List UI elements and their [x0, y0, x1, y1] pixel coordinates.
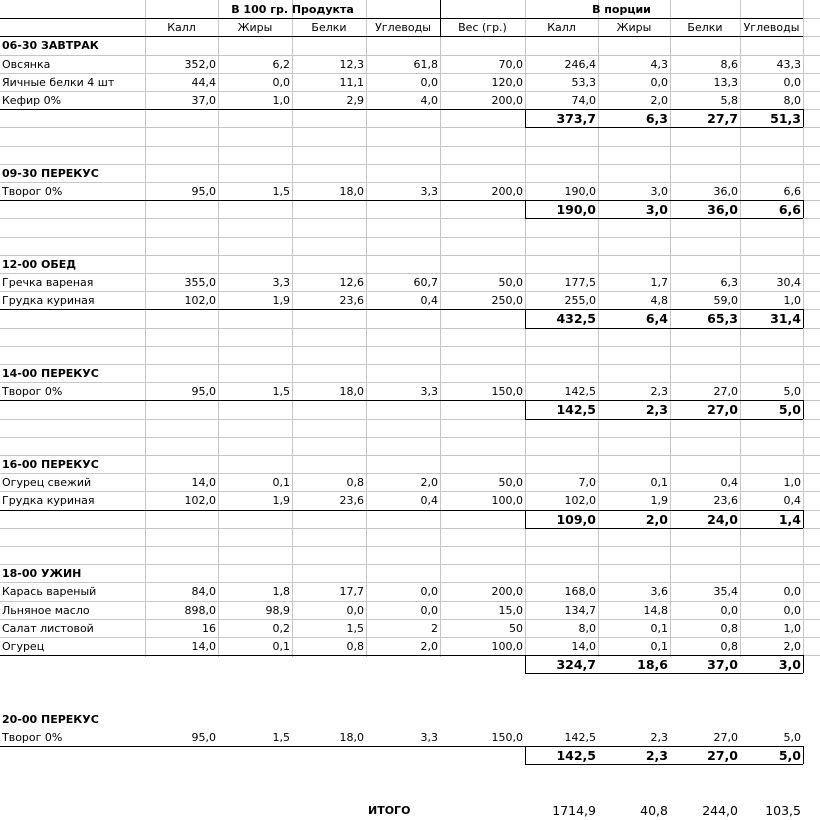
per100-value[interactable]: 1,9: [272, 494, 290, 507]
meal-total-border: [803, 746, 804, 764]
per100-value[interactable]: 23,6: [339, 494, 364, 507]
meal-total-border: [525, 328, 803, 329]
meal-total-value[interactable]: 65,3: [707, 311, 738, 326]
weight-value[interactable]: 100,0: [491, 494, 523, 507]
weight-value[interactable]: 70,0: [498, 58, 523, 71]
portion-value[interactable]: 0,0: [720, 604, 738, 617]
portion-value[interactable]: 1,0: [783, 622, 801, 635]
meal-total-value[interactable]: 2,0: [645, 512, 668, 527]
grand-total-value[interactable]: 103,5: [765, 803, 801, 818]
food-name[interactable]: Огурец: [2, 640, 45, 653]
meal-total-border: [525, 764, 803, 765]
portion-value[interactable]: 3,0: [650, 185, 668, 198]
portion-value[interactable]: 0,0: [650, 76, 668, 89]
weight-value[interactable]: 120,0: [491, 76, 523, 89]
header-per100-col[interactable]: Углеводы: [375, 21, 431, 34]
per100-value[interactable]: 355,0: [184, 276, 216, 289]
meal-total-value[interactable]: 190,0: [556, 202, 596, 217]
per100-value[interactable]: 18,0: [339, 731, 364, 744]
portion-value[interactable]: 36,0: [713, 185, 738, 198]
portion-value[interactable]: 1,9: [650, 494, 668, 507]
header-weight-col[interactable]: Вес (гр.): [458, 21, 507, 34]
meal-total-border: [803, 655, 804, 673]
portion-value[interactable]: 0,8: [720, 640, 738, 653]
per100-value[interactable]: 44,4: [191, 76, 216, 89]
portion-value[interactable]: 4,8: [650, 294, 668, 307]
per100-value[interactable]: 95,0: [191, 385, 216, 398]
per100-value[interactable]: 2: [431, 622, 438, 635]
portion-value[interactable]: 8,0: [783, 94, 801, 107]
portion-value[interactable]: 0,1: [650, 622, 668, 635]
meal-total-value[interactable]: 24,0: [707, 512, 738, 527]
portion-value[interactable]: 134,7: [564, 604, 596, 617]
per100-value[interactable]: 17,7: [339, 585, 364, 598]
food-name[interactable]: Огурец свежий: [2, 476, 92, 489]
portion-value[interactable]: 190,0: [564, 185, 596, 198]
per100-value[interactable]: 102,0: [184, 294, 216, 307]
portion-value[interactable]: 35,4: [713, 585, 738, 598]
portion-value[interactable]: 13,3: [713, 76, 738, 89]
header-per100-group[interactable]: В 100 гр. Продукта: [231, 3, 354, 16]
per100-value[interactable]: 0,0: [272, 76, 290, 89]
meal-total-value[interactable]: 5,0: [778, 402, 801, 417]
portion-value[interactable]: 0,4: [783, 494, 801, 507]
meal-title[interactable]: 14-00 ПЕРЕКУС: [2, 367, 99, 380]
portion-value[interactable]: 102,0: [564, 494, 596, 507]
per100-value[interactable]: 0,1: [272, 476, 290, 489]
meal-total-border: [525, 127, 803, 128]
portion-value[interactable]: 3,6: [650, 585, 668, 598]
meal-total-value[interactable]: 5,0: [778, 748, 801, 763]
meal-total-value[interactable]: 324,7: [556, 657, 596, 672]
food-name[interactable]: Грудка куриная: [2, 294, 95, 307]
per100-value[interactable]: 14,0: [191, 640, 216, 653]
portion-value[interactable]: 5,0: [783, 385, 801, 398]
food-name[interactable]: Льняное масло: [2, 604, 90, 617]
meal-total-border: [525, 200, 526, 218]
meal-total-border: [803, 510, 804, 528]
meal-total-value[interactable]: 18,6: [637, 657, 668, 672]
per100-value[interactable]: 1,8: [272, 585, 290, 598]
meal-title[interactable]: 12-00 ОБЕД: [2, 258, 77, 271]
meal-total-value[interactable]: 6,3: [645, 111, 668, 126]
portion-value[interactable]: 5,8: [720, 94, 738, 107]
meal-total-border: [525, 746, 526, 764]
header-portion-group[interactable]: В порции: [592, 3, 651, 16]
per100-value[interactable]: 0,0: [420, 76, 438, 89]
per100-value[interactable]: 98,9: [265, 604, 290, 617]
portion-value[interactable]: 0,1: [650, 640, 668, 653]
weight-value[interactable]: 50,0: [498, 476, 523, 489]
per100-value[interactable]: 0,8: [346, 476, 364, 489]
portion-value[interactable]: 2,0: [650, 94, 668, 107]
weight-value[interactable]: 200,0: [491, 94, 523, 107]
meal-total-border: [525, 309, 526, 328]
header-portion-col[interactable]: Жиры: [616, 21, 652, 34]
per100-value[interactable]: 0,0: [420, 585, 438, 598]
weight-value[interactable]: 150,0: [491, 731, 523, 744]
meal-title[interactable]: 09-30 ПЕРЕКУС: [2, 167, 99, 180]
meal-title[interactable]: 06-30 ЗАВТРАК: [2, 39, 99, 52]
per100-value[interactable]: 3,3: [420, 185, 438, 198]
per100-value[interactable]: 2,0: [420, 640, 438, 653]
per100-value[interactable]: 0,4: [420, 494, 438, 507]
weight-value[interactable]: 200,0: [491, 585, 523, 598]
portion-value[interactable]: 43,3: [776, 58, 801, 71]
meal-title[interactable]: 18-00 УЖИН: [2, 567, 82, 580]
weight-value[interactable]: 100,0: [491, 640, 523, 653]
grand-total-value[interactable]: 40,8: [640, 803, 668, 818]
grand-total-value[interactable]: 1714,9: [552, 803, 596, 818]
per100-value[interactable]: 37,0: [191, 94, 216, 107]
portion-value[interactable]: 2,3: [650, 731, 668, 744]
per100-value[interactable]: 3,3: [420, 385, 438, 398]
food-name[interactable]: Яичные белки 4 шт: [2, 76, 115, 89]
header-portion-col[interactable]: Калл: [547, 21, 576, 34]
header-separator: [440, 0, 441, 36]
per100-value[interactable]: 14,0: [191, 476, 216, 489]
per100-value[interactable]: 11,1: [339, 76, 364, 89]
portion-value[interactable]: 23,6: [713, 494, 738, 507]
meal-total-value[interactable]: 27,0: [707, 748, 738, 763]
header-per100-col[interactable]: Белки: [311, 21, 347, 34]
per100-value[interactable]: 1,5: [272, 385, 290, 398]
portion-value[interactable]: 0,8: [720, 622, 738, 635]
meal-total-border: [803, 109, 804, 127]
per100-value[interactable]: 23,6: [339, 294, 364, 307]
per100-value[interactable]: 2,9: [346, 94, 364, 107]
per100-value[interactable]: 898,0: [184, 604, 216, 617]
per100-value[interactable]: 12,6: [339, 276, 364, 289]
portion-value[interactable]: 14,0: [571, 640, 596, 653]
per100-value[interactable]: 16: [202, 622, 216, 635]
per100-value[interactable]: 1,5: [272, 185, 290, 198]
meal-total-border: [525, 419, 803, 420]
portion-value[interactable]: 14,8: [643, 604, 668, 617]
weight-value[interactable]: 200,0: [491, 185, 523, 198]
food-name[interactable]: Гречка вареная: [2, 276, 94, 289]
meal-total-value[interactable]: 432,5: [556, 311, 596, 326]
per100-value[interactable]: 95,0: [191, 731, 216, 744]
per100-value[interactable]: 0,0: [346, 604, 364, 617]
meal-total-value[interactable]: 6,4: [645, 311, 668, 326]
portion-value[interactable]: 142,5: [564, 731, 596, 744]
per100-value[interactable]: 0,1: [272, 640, 290, 653]
per100-value[interactable]: 60,7: [413, 276, 438, 289]
meal-total-value[interactable]: 1,4: [778, 512, 801, 527]
per100-value[interactable]: 4,0: [420, 94, 438, 107]
gridline-row: [0, 546, 820, 547]
meal-total-border: [803, 200, 804, 218]
header-per100-col[interactable]: Жиры: [237, 21, 273, 34]
portion-value[interactable]: 27,0: [713, 731, 738, 744]
food-name[interactable]: Творог 0%: [2, 185, 63, 198]
gridline-col: [803, 0, 804, 657]
portion-value[interactable]: 255,0: [564, 294, 596, 307]
portion-value[interactable]: 74,0: [571, 94, 596, 107]
per100-value[interactable]: 102,0: [184, 494, 216, 507]
gridline-row: [0, 346, 820, 347]
meal-total-border: [525, 655, 526, 673]
portion-value[interactable]: 0,4: [720, 476, 738, 489]
gridline-row: [0, 237, 820, 238]
portion-value[interactable]: 1,7: [650, 276, 668, 289]
meal-total-value[interactable]: 2,3: [645, 402, 668, 417]
per100-value[interactable]: 0,0: [420, 604, 438, 617]
gridline-row: [0, 437, 820, 438]
food-name[interactable]: Кефир 0%: [2, 94, 62, 107]
portion-value[interactable]: 53,3: [571, 76, 596, 89]
per100-value[interactable]: 84,0: [191, 585, 216, 598]
food-name[interactable]: Салат листовой: [2, 622, 94, 635]
portion-value[interactable]: 4,3: [650, 58, 668, 71]
per100-value[interactable]: 6,2: [272, 58, 290, 71]
portion-value[interactable]: 8,0: [578, 622, 596, 635]
per100-value[interactable]: 18,0: [339, 385, 364, 398]
portion-value[interactable]: 168,0: [564, 585, 596, 598]
portion-value[interactable]: 0,0: [783, 604, 801, 617]
meal-total-value[interactable]: 27,7: [707, 111, 738, 126]
header-per100-col[interactable]: Калл: [167, 21, 196, 34]
meal-total-value[interactable]: 373,7: [556, 111, 596, 126]
meal-title[interactable]: 20-00 ПЕРЕКУС: [2, 713, 99, 726]
meal-total-value[interactable]: 3,0: [778, 657, 801, 672]
portion-value[interactable]: 7,0: [578, 476, 596, 489]
portion-value[interactable]: 8,6: [720, 58, 738, 71]
header-portion-col[interactable]: Белки: [687, 21, 723, 34]
weight-value[interactable]: 50: [509, 622, 523, 635]
food-name[interactable]: Творог 0%: [2, 385, 63, 398]
per100-value[interactable]: 1,5: [272, 731, 290, 744]
per100-value[interactable]: 95,0: [191, 185, 216, 198]
portion-value[interactable]: 5,0: [783, 731, 801, 744]
weight-value[interactable]: 15,0: [498, 604, 523, 617]
weight-value[interactable]: 250,0: [491, 294, 523, 307]
meal-total-value[interactable]: 109,0: [556, 512, 596, 527]
meal-total-value[interactable]: 142,5: [556, 402, 596, 417]
header-border: [0, 18, 803, 19]
per100-value[interactable]: 3,3: [272, 276, 290, 289]
portion-value[interactable]: 2,0: [783, 640, 801, 653]
meal-total-border: [803, 309, 804, 328]
meal-total-border: [525, 109, 526, 127]
portion-value[interactable]: 1,0: [783, 476, 801, 489]
meal-total-border: [803, 400, 804, 419]
gridline-row: [0, 146, 820, 147]
portion-value[interactable]: 0,0: [783, 585, 801, 598]
meal-total-value[interactable]: 51,3: [770, 111, 801, 126]
weight-value[interactable]: 50,0: [498, 276, 523, 289]
meal-total-value[interactable]: 6,6: [778, 202, 801, 217]
per100-value[interactable]: 12,3: [339, 58, 364, 71]
weight-value[interactable]: 150,0: [491, 385, 523, 398]
meal-total-value[interactable]: 36,0: [707, 202, 738, 217]
portion-value[interactable]: 6,6: [783, 185, 801, 198]
meal-total-value[interactable]: 31,4: [770, 311, 801, 326]
portion-value[interactable]: 27,0: [713, 385, 738, 398]
per100-value[interactable]: 1,0: [272, 94, 290, 107]
per100-value[interactable]: 18,0: [339, 185, 364, 198]
portion-value[interactable]: 142,5: [564, 385, 596, 398]
portion-value[interactable]: 246,4: [564, 58, 596, 71]
per100-value[interactable]: 1,5: [346, 622, 364, 635]
portion-value[interactable]: 177,5: [564, 276, 596, 289]
meal-total-border: [525, 673, 803, 674]
portion-value[interactable]: 0,0: [783, 76, 801, 89]
food-name[interactable]: Карась вареный: [2, 585, 97, 598]
meal-total-border: [525, 400, 526, 419]
per100-value[interactable]: 0,8: [346, 640, 364, 653]
food-name[interactable]: Творог 0%: [2, 731, 63, 744]
portion-value[interactable]: 30,4: [776, 276, 801, 289]
meal-total-border: [525, 510, 526, 528]
meal-total-value[interactable]: 2,3: [645, 748, 668, 763]
portion-value[interactable]: 59,0: [713, 294, 738, 307]
portion-value[interactable]: 0,1: [650, 476, 668, 489]
per100-value[interactable]: 3,3: [420, 731, 438, 744]
meal-total-border: [525, 218, 803, 219]
per100-value[interactable]: 0,2: [272, 622, 290, 635]
meal-total-border: [525, 528, 803, 529]
food-name[interactable]: Грудка куриная: [2, 494, 95, 507]
food-name[interactable]: Овсянка: [2, 58, 51, 71]
per100-value[interactable]: 2,0: [420, 476, 438, 489]
grand-total-label[interactable]: ИТОГО: [368, 804, 411, 817]
grand-total-value[interactable]: 244,0: [702, 803, 738, 818]
per100-value[interactable]: 61,8: [413, 58, 438, 71]
meal-total-value[interactable]: 27,0: [707, 402, 738, 417]
meal-total-value[interactable]: 37,0: [707, 657, 738, 672]
meal-total-value[interactable]: 142,5: [556, 748, 596, 763]
per100-value[interactable]: 352,0: [184, 58, 216, 71]
portion-value[interactable]: 6,3: [720, 276, 738, 289]
meal-title[interactable]: 16-00 ПЕРЕКУС: [2, 458, 99, 471]
portion-value[interactable]: 2,3: [650, 385, 668, 398]
per100-value[interactable]: 1,9: [272, 294, 290, 307]
header-portion-col[interactable]: Углеводы: [743, 21, 800, 34]
meal-total-value[interactable]: 3,0: [645, 202, 668, 217]
portion-value[interactable]: 1,0: [783, 294, 801, 307]
per100-value[interactable]: 0,4: [420, 294, 438, 307]
